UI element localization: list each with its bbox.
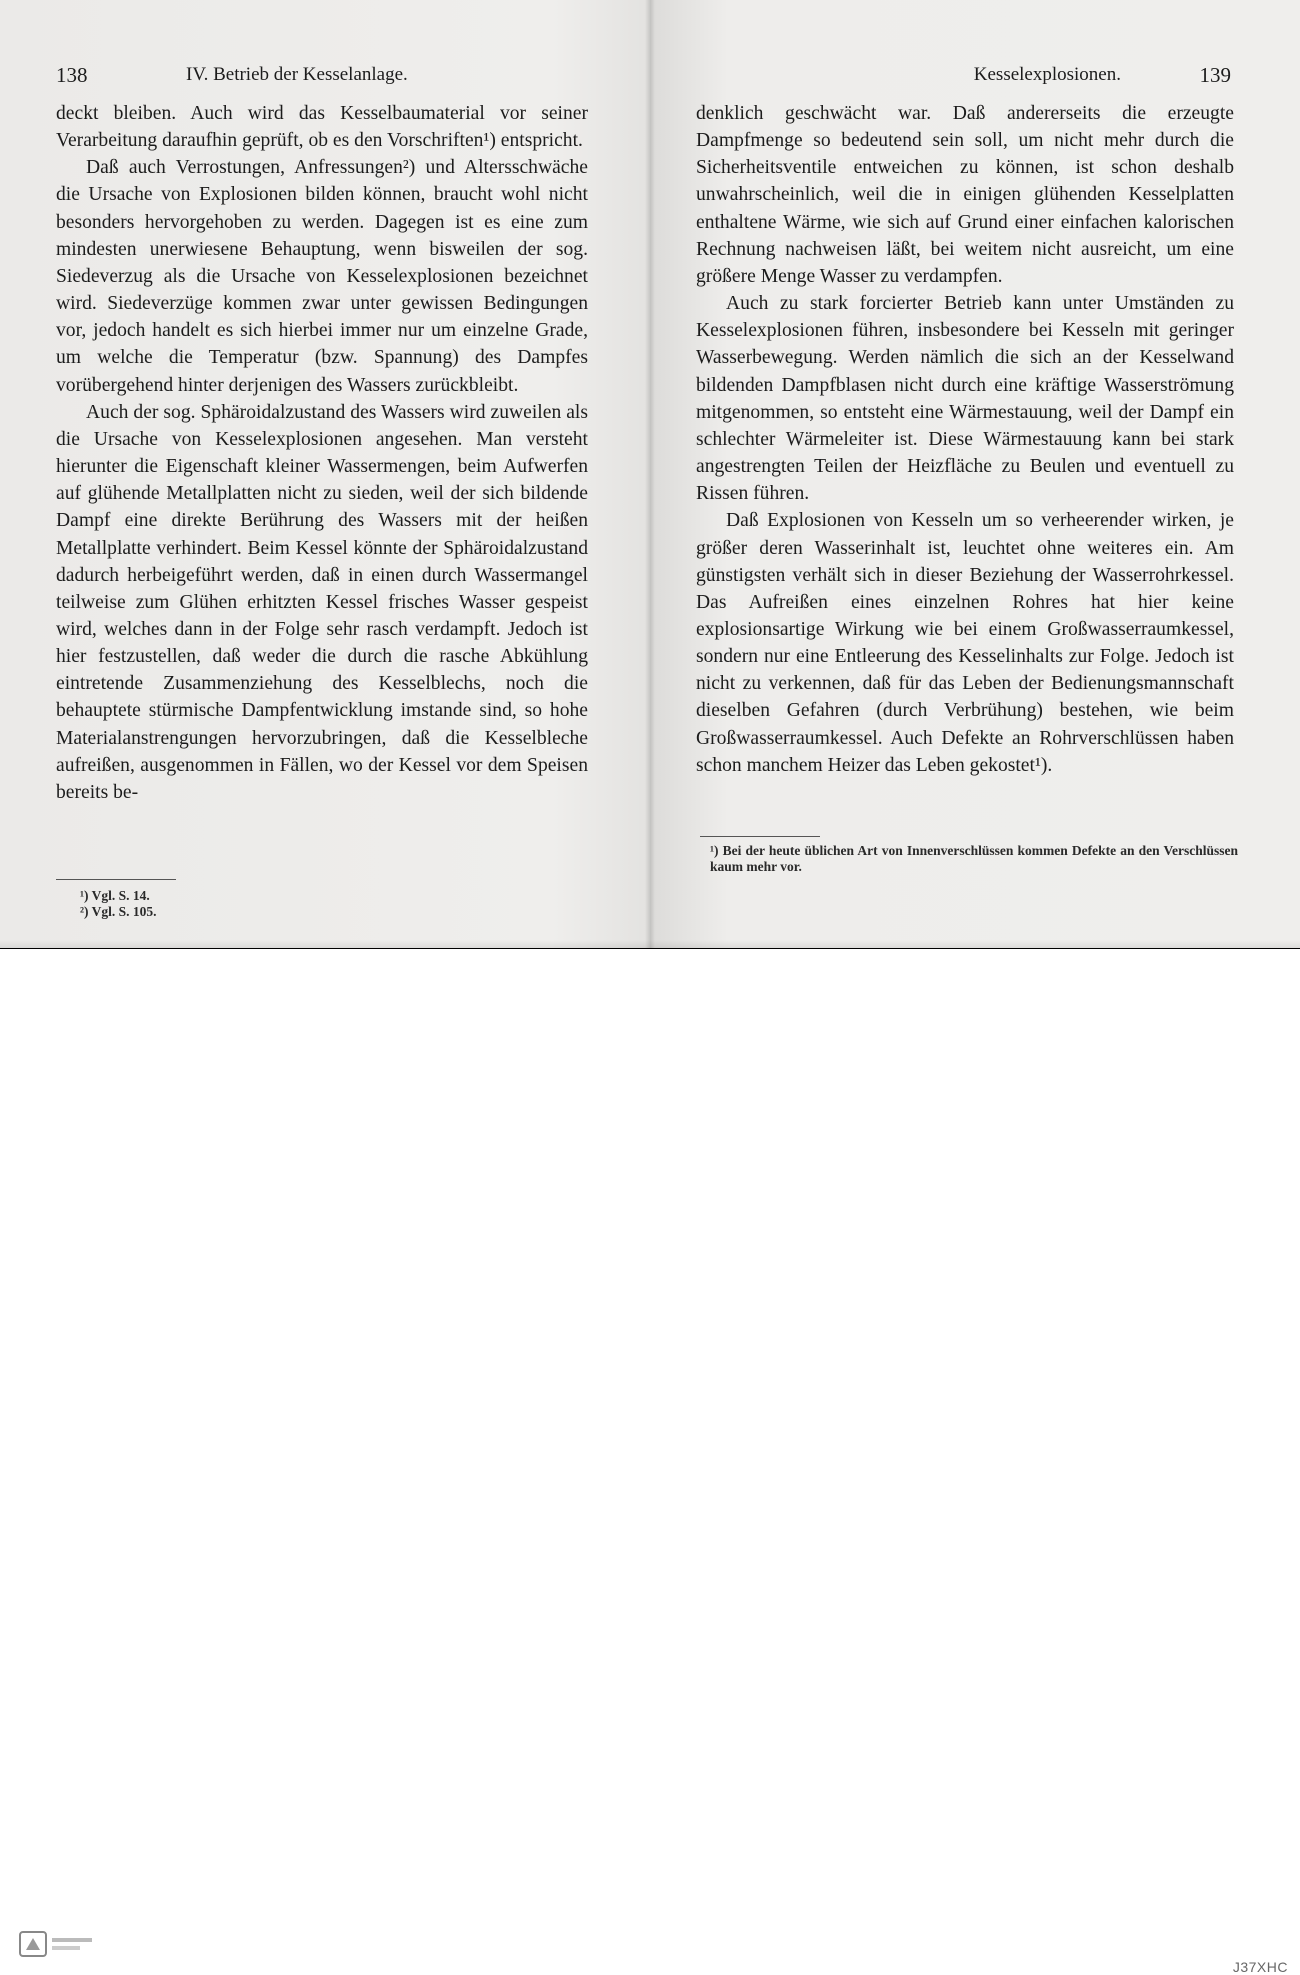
- stock-image-id: J37XHC: [1232, 1959, 1288, 1975]
- left-page: [0, 0, 650, 948]
- left-page-header: [56, 62, 591, 88]
- paragraph: Auch der sog. Sphäroidalzustand des Wassers wird zuweilen als die Ursache von Kesselexplosionen angesehen. Man versteht hierunter die Eigenschaft kleiner Wassermengen, beim Aufwerfen auf glühende Metallplatten nicht zu sieden, weil der sich bildende Dampf eine direkte Berührung des Wassers mit der heißen Metallplatte verhindert. Beim Kessel könnte der Sphäroidalzustand dadurch herbeigeführt werden, daß in einen durch Wassermangel teilweise zum Glühen erhitzten Kessel frisches Wasser gespeist wird, welches dann in der Folge sehr rasch verdampft. Jedoch ist hier festzustellen, daß weder die durch die rasche Abkühlung eintretende Zusammenziehung des Kesselblechs, noch die behauptete stürmische Dampfentwicklung imstande sind, so hohe Materialanstrengungen hervorzubringen, daß die Kesselbleche aufreißen, ausgenommen in Fällen, wo der Kessel vor dem Speisen bereits be-: [56, 401, 588, 803]
- footnote: ²) Vgl. S. 105.: [80, 904, 157, 919]
- stock-logo-icon: [18, 1924, 98, 1964]
- right-page-header: [696, 62, 1231, 88]
- footnote-rule: [56, 879, 176, 880]
- right-page-body: [696, 100, 1234, 779]
- left-page-body: [56, 100, 588, 806]
- page-number: 139: [1199, 63, 1231, 87]
- paragraph: deckt bleiben. Auch wird das Kesselbaumaterial vor seiner Verarbeitung daraufhin geprüft, ob es den Vorschriften¹) entspricht.: [56, 103, 588, 152]
- stock-footer-strip: [0, 948, 1300, 1975]
- right-page: [650, 0, 1300, 948]
- page-bottom-shadow: [0, 940, 1300, 948]
- running-head: Kesselexplosionen.: [973, 64, 1121, 85]
- paragraph: Daß Explosionen von Kesseln um so verheerender wirken, je größer deren Wasserinhalt ist, leuchtet ohne weiteres ein. Am günstigsten verhält sich in dieser Beziehung der Wasserrohrkessel. Das Aufreißen eines einzelnen Rohres hat hier keine explosionsartige Wirkung wie bei einem Großwasserraumkessel, sondern nur eine Entleerung des Kesselinhalts zur Folge. Jedoch ist nicht zu verkennen, daß für das Leben der Bedienungsmannschaft dieselben Gefahren (durch Verbrühung) bestehen, wie beim Großwasserraumkessel. Auch Defekte an Rohrverschlüssen haben schon manchem Heizer das Leben gekostet¹).: [696, 510, 1234, 776]
- paragraph: Daß auch Verrostungen, Anfressungen²) und Altersschwäche die Ursache von Explosionen bilden können, braucht wohl nicht besonders hervorgehoben zu werden. Dagegen ist es eine zum mindesten unerwiesene Behauptung, wenn bisweilen der sog. Siedeverzug als die Ursache von Kesselexplosionen bezeichnet wird. Siedeverzüge kommen zwar unter gewissen Bedingungen vor, jedoch handelt es sich hierbei immer nur um einzelne Grade, um welche die Temperatur (bzw. Spannung) des Dampfes vorübergehend hinter derjenigen des Wassers zurückbleibt.: [56, 157, 588, 396]
- footnote: ¹) Bei der heute üblichen Art von Innenverschlüssen kommen Defekte an den Verschlüssen kaum mehr vor.: [710, 843, 1238, 874]
- book-spread: [0, 0, 1300, 948]
- paragraph: denklich geschwächt war. Daß andererseits die erzeugte Dampfmenge so bedeutend sein soll, um nicht mehr durch die Sicherheitsventile entweichen zu können, ist schon deshalb unwahrscheinlich, weil die in einigen glühenden Kesselplatten enthaltene Wärme, wie sich auf Grund einer einfachen kalorischen Rechnung nachweisen läßt, bei weitem nicht ausreicht, um eine größere Menge Wasser zu verdampfen.: [696, 103, 1234, 287]
- footnote: ¹) Vgl. S. 14.: [80, 888, 150, 903]
- page-number: 138: [56, 63, 88, 87]
- left-footnotes: [80, 888, 380, 920]
- footnote-rule: [700, 836, 820, 837]
- paragraph: Auch zu stark forcierter Betrieb kann unter Umständen zu Kesselexplosionen führen, insbesondere bei Kesseln mit geringer Wasserbewegung. Werden nämlich die sich an der Kesselwand bildenden Dampfblasen nicht durch eine kräftige Wasserströmung mitgenommen, so entsteht eine Wärmestauung, weil der Dampf ein schlechter Wärmeleiter ist. Diese Wärmestauung kann bei stark angestrengten Teilen der Heizfläche zu Beulen und eventuell zu Rissen führen.: [696, 293, 1234, 505]
- running-head: IV. Betrieb der Kesselanlage.: [186, 64, 408, 85]
- right-footnotes: [710, 843, 1238, 875]
- book-gutter: [645, 0, 655, 948]
